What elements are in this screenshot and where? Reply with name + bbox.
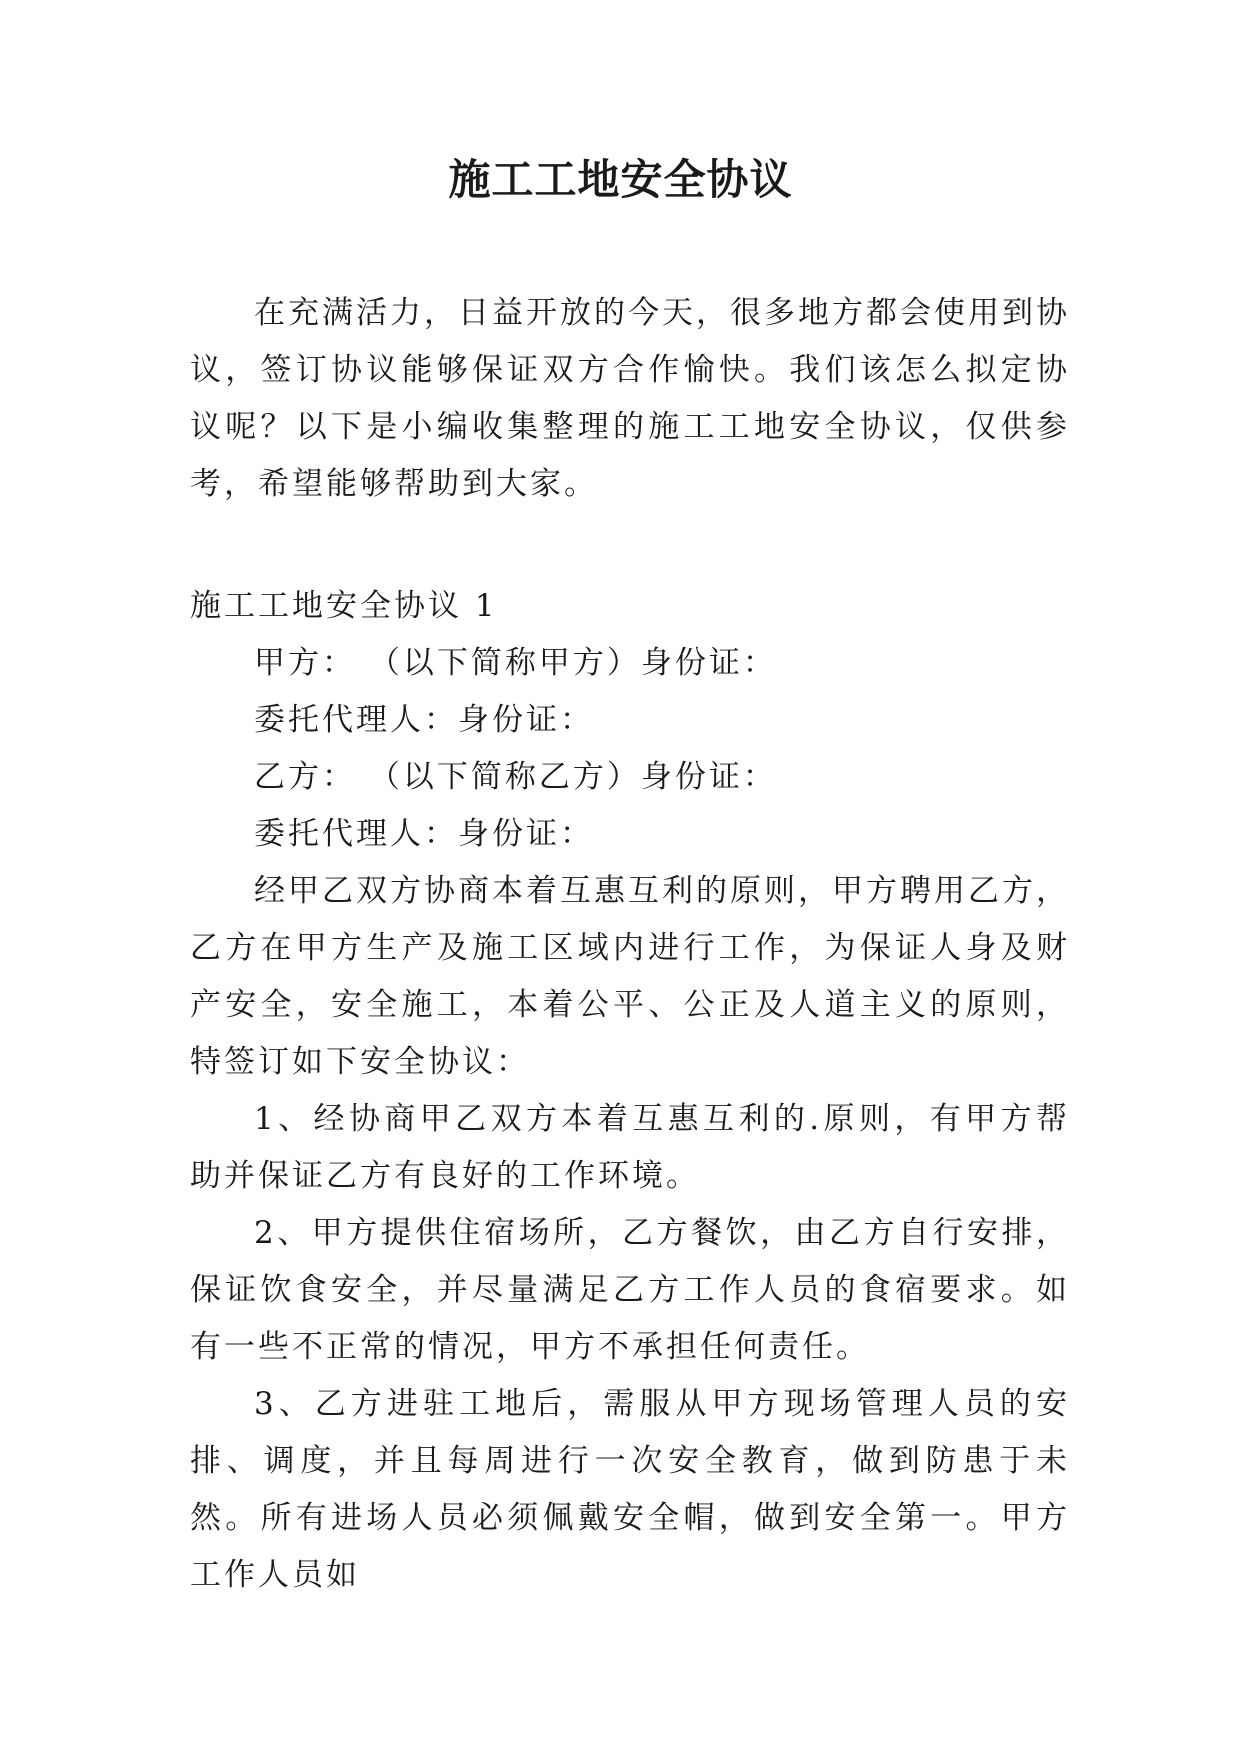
party-b-agent-field: 委托代理人：身份证： [254, 816, 594, 852]
clause-1: 1、经协商甲乙双方本着互惠互利的.原则，有甲方帮助并保证乙方有良好的工作环境。 [190, 1101, 1070, 1194]
party-b-field: 乙方： （以下简称乙方）身份证： [254, 759, 777, 795]
agreement-section [190, 578, 1070, 1604]
document-title: 施工工地安全协议 [448, 155, 793, 204]
party-a-field: 甲方： （以下简称甲方）身份证： [254, 645, 777, 681]
section-heading: 施工工地安全协议 1 [190, 588, 498, 624]
party-a-agent-field: 委托代理人：身份证： [254, 702, 594, 738]
preamble-paragraph: 经甲乙双方协商本着互惠互利的原则，甲方聘用乙方，乙方在甲方生产及施工区域内进行工作，为保证人身及财产安全，安全施工，本着公平、公正及人道主义的原则，特签订如下安全协议： [190, 873, 1070, 1080]
clause-2: 2、甲方提供住宿场所，乙方餐饮，由乙方自行安排，保证饮食安全，并尽量满足乙方工作人员的食宿要求。如有一些不正常的情况，甲方不承担任何责任。 [190, 1215, 1070, 1365]
clause-3: 3、乙方进驻工地后，需服从甲方现场管理人员的安排、调度，并且每周进行一次安全教育，做到防患于未然。所有进场人员必须佩戴安全帽，做到安全第一。甲方工作人员如 [190, 1386, 1070, 1593]
intro-paragraph: 在充满活力，日益开放的今天，很多地方都会使用到协议，签订协议能够保证双方合作愉快。我们该怎么拟定协议呢？以下是小编收集整理的施工工地安全协议，仅供参考，希望能够帮助到大家。 [190, 295, 1070, 502]
